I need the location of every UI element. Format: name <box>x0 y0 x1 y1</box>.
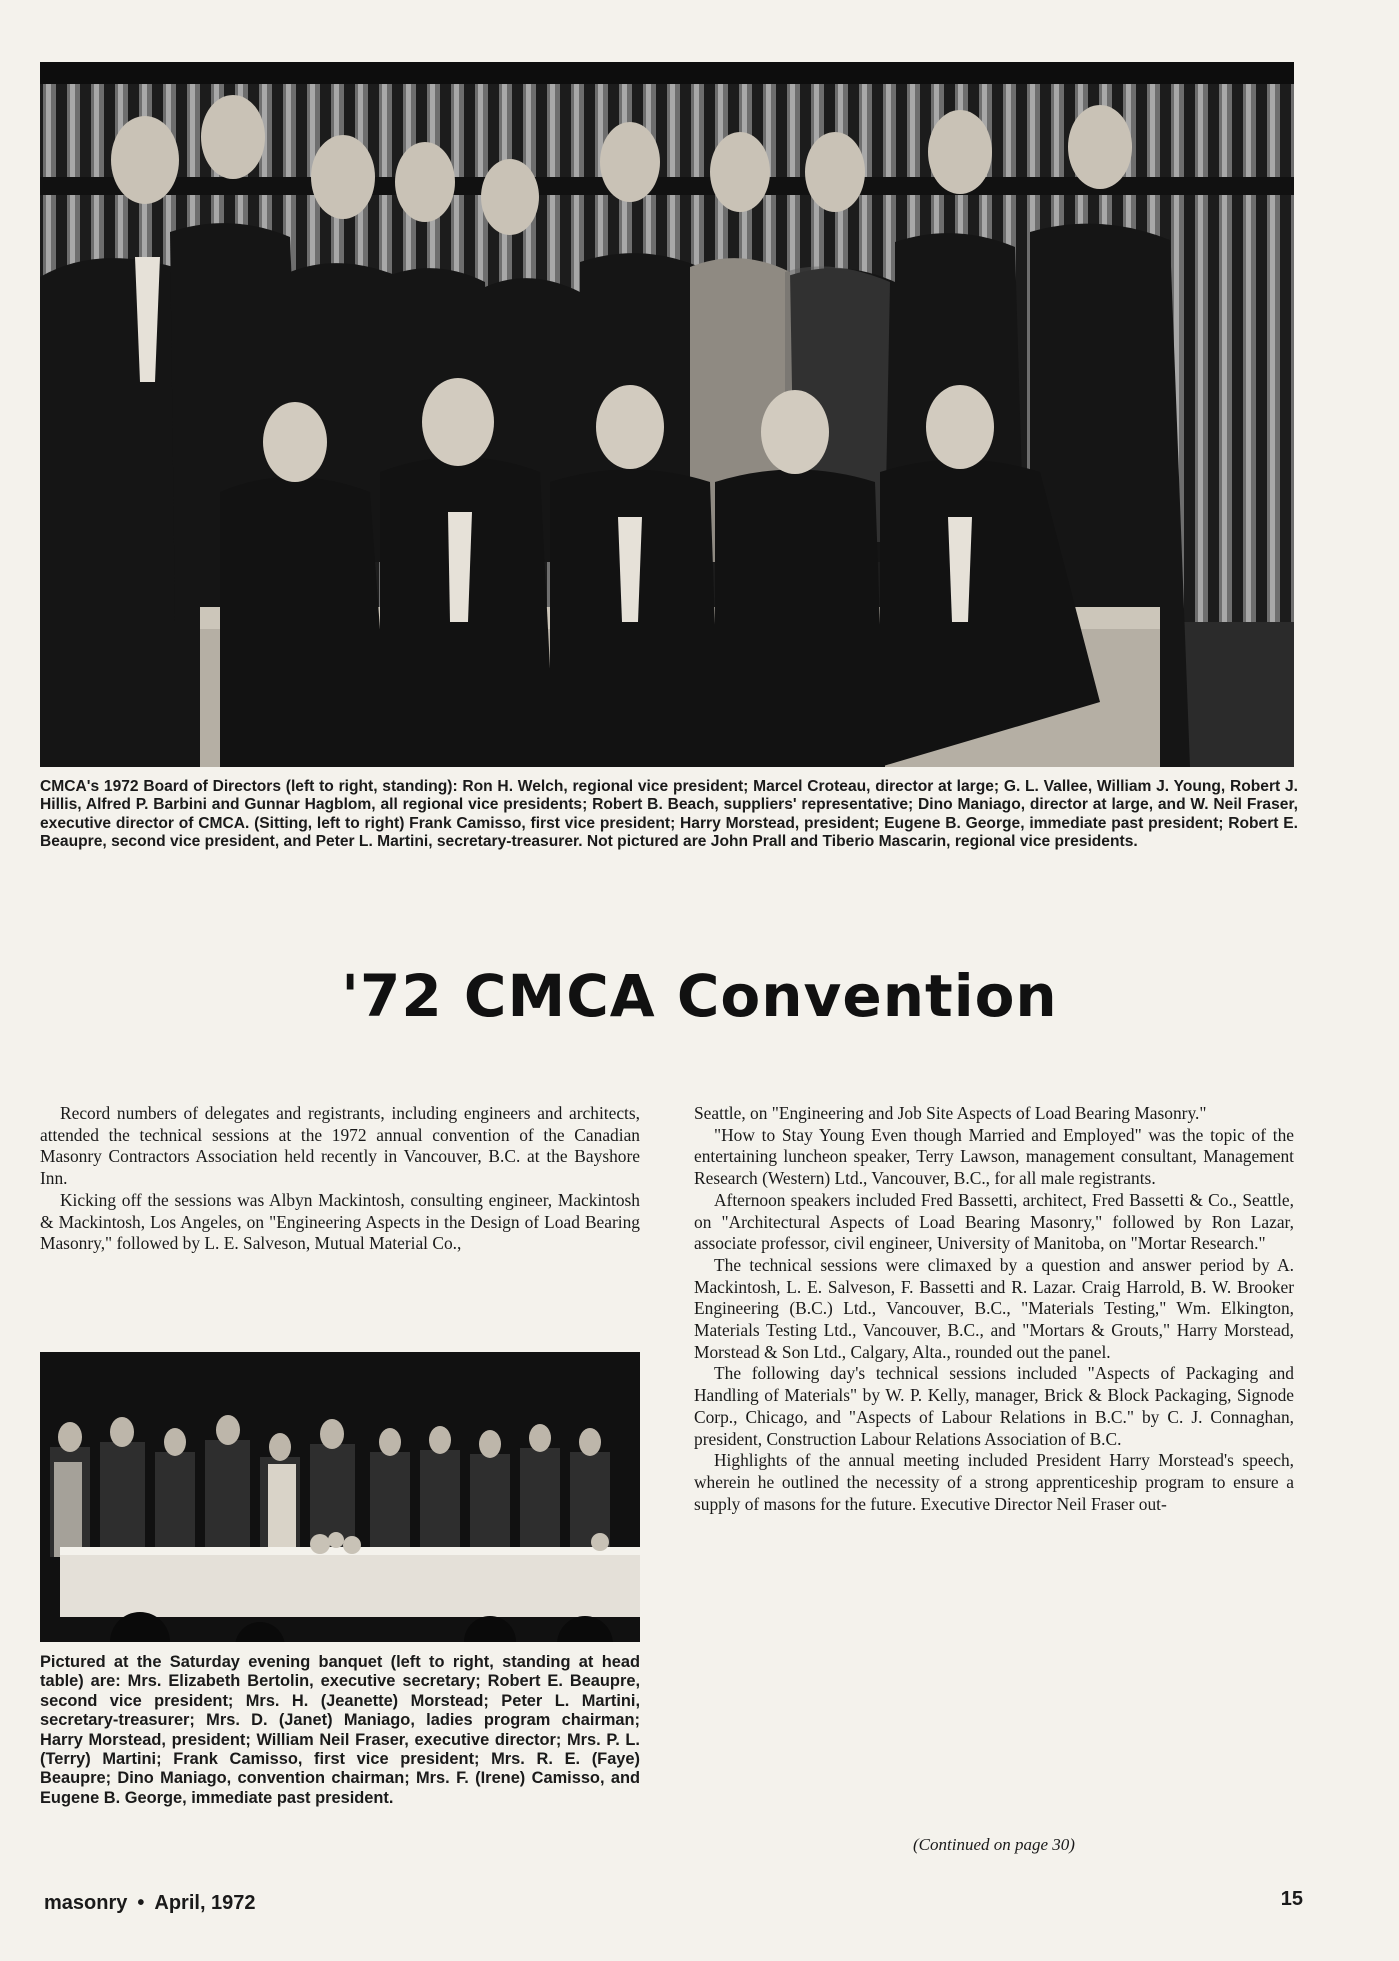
article-paragraph: Afternoon speakers included Fred Bassetti, architect, Fred Bassetti & Co., Seattle, on "Architectural Aspects of Load Bearing Masonry," followed by Ron Lazar, associate professor, civil engineer, University of Manitoba, on "Mortar Research." <box>694 1189 1294 1254</box>
continued-note: (Continued on page 30) <box>913 1835 1075 1854</box>
banquet-photo <box>40 1352 640 1642</box>
board-of-directors-photo <box>40 62 1294 767</box>
board-photo-illustration <box>40 62 1294 767</box>
footer-separator: • <box>137 1892 145 1914</box>
article-paragraph: Seattle, on "Engineering and Job Site Aspects of Load Bearing Masonry." <box>694 1103 1207 1123</box>
article-paragraph: "How to Stay Young Even though Married and Employed" was the topic of the entertaining luncheon speaker, Terry Lawson, management consultant, Management Research (Western) Ltd., Vancouver, B.C., for all male registrants. <box>694 1124 1294 1189</box>
article-paragraph: Kicking off the sessions was Albyn Mackintosh, consulting engineer, Mackintosh & Mackintosh, Los Angeles, on "Engineering Aspects in the Design of Load Bearing Masonry," followed by L. E. Salveson, Mutual Material Co., <box>40 1189 640 1254</box>
page-number: 15 <box>1280 1888 1303 1910</box>
article-paragraph: Highlights of the annual meeting included President Harry Morstead's speech, wherein he outlined the necessity of a strong apprenticeship program to ensure a supply of masons for the future. Executive Director Neil Fraser out- <box>694 1450 1294 1514</box>
publication-name: masonry <box>44 1892 128 1914</box>
article-left-column <box>40 1103 640 1255</box>
banquet-photo-illustration <box>40 1352 640 1642</box>
banquet-photo-caption: Pictured at the Saturday evening banquet (left to right, standing at head table) are: Mrs. Elizabeth Bertolin, executive secretary; Robert E. Beaupre, second vice president; Mrs. H. (Jeanette) Morstead; Peter L. Martini, secretary-treasurer; Mrs. D. (Janet) Maniago, ladies program chairman; Harry Morstead, president; William Neil Fraser, executive director; Mrs. P. L. (Terry) Martini; Frank Camisso, first vice president; Mrs. R. E. (Faye) Beaupre; Dino Maniago, convention chairman; Mrs. F. (Irene) Camisso, and Eugene B. George, immediate past president. <box>40 1653 640 1807</box>
page-footer <box>44 1892 256 1915</box>
article-headline: '72 CMCA Convention <box>341 962 1058 1030</box>
article-paragraph: Record numbers of delegates and registrants, including engineers and architects, attended the technical sessions at the 1972 annual convention of the Canadian Masonry Contractors Association held recently in Vancouver, B.C. at the Bayshore Inn. <box>40 1103 640 1189</box>
article-right-column <box>694 1103 1294 1515</box>
board-photo-caption: CMCA's 1972 Board of Directors (left to right, standing): Ron H. Welch, regional vice president; Marcel Croteau, director at large; G. L. Vallee, William J. Young, Robert J. Hillis, Alfred P. Barbini and Gunnar Hagblom, all regional vice presidents; Robert B. Beach, suppliers' representative; Dino Maniago, director at large, and W. Neil Fraser, executive director of CMCA. (Sitting, left to right) Frank Camisso, first vice president; Harry Morstead, president; Eugene B. George, immediate past president; Robert E. Beaupre, second vice president, and Peter L. Martini, secretary-treasurer. Not pictured are John Prall and Tiberio Mascarin, regional vice presidents. <box>40 778 1298 850</box>
article-paragraph: The technical sessions were climaxed by a question and answer period by A. Mackintosh, L. E. Salveson, F. Bassetti and R. Lazar. Craig Harrold, B. W. Brooker Engineering (B.C.) Ltd., Vancouver, B.C., "Materials Testing," Wm. Elkington, Materials Testing Ltd., Vancouver, B.C., and "Mortars & Grouts," Harry Morstead, Morstead & Son Ltd., Calgary, Alta., rounded out the panel. <box>694 1254 1294 1362</box>
issue-date: April, 1972 <box>154 1892 256 1914</box>
article-paragraph: The following day's technical sessions included "Aspects of Packaging and Handling of Materials" by W. P. Kelly, manager, Brick & Block Packaging, Signode Corp., Chicago, and "Aspects of Labour Relations in B.C." by C. J. Connaghan, president, Construction Labour Relations Association of B.C. <box>694 1363 1294 1449</box>
